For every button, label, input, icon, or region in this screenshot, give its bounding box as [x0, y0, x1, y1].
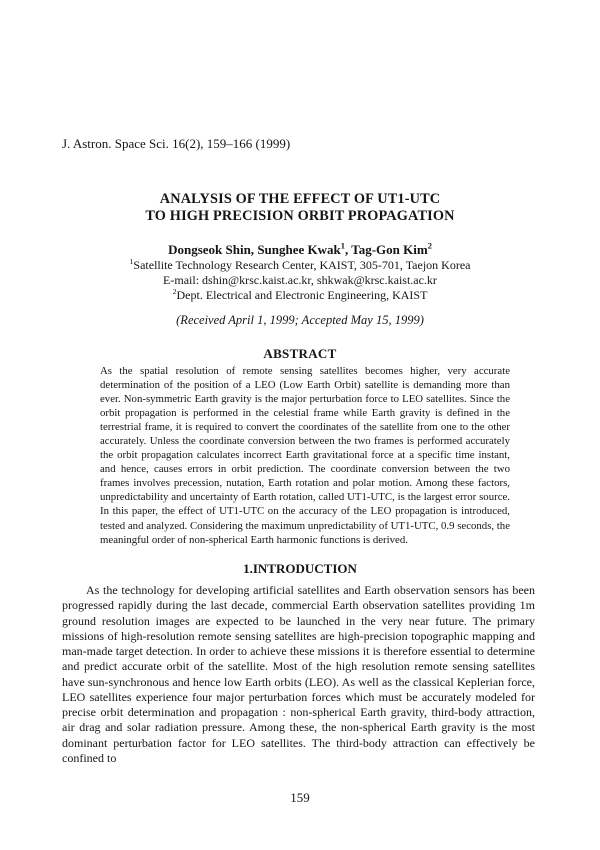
page-number: 159: [290, 790, 310, 805]
affiliation-marker: 2: [427, 240, 432, 251]
author-name: Sunghee Kwak: [257, 242, 341, 257]
affiliation-1: [0, 258, 600, 273]
affiliation-2: [0, 288, 600, 303]
abstract-heading: ABSTRACT: [263, 346, 337, 361]
author-name: Tag-Gon Kim: [351, 242, 428, 257]
section-heading-introduction: 1.INTRODUCTION: [243, 561, 357, 576]
abstract-body: As the spatial resolution of remote sensing satellites becomes higher, very accurate determination of the position of a LEO (Low Earth Orbit) satellite is demanding more than ever. Non-symmetric Earth gravity is the major perturbation force to LEO satellites. Since the orbit propagation is performed in the celestial frame while Earth gravity is defined in the terrestrial frame, it is required to convert the coordinates of the satellite from one to the other accurately. Unless the coordinate conversion between the two frames is performed accurately the orbit propagation calculates incorrect Earth gravitational force at a specific time instant, and hence, causes errors in orbit prediction. The coordinate conversion between the two frames involves precession, nutation, Earth rotation and polar motion. Among these factors, unpredictability and uncertainty of Earth rotation, called UT1-UTC, is the largest error source. In this paper, the effect of UT1-UTC on the accuracy of the LEO propagation is introduced, tested and analyzed. Considering the maximum unpredictability of UT1-UTC, 0.9 seconds, the meaningful order of non-spherical Earth harmonic functions is derived.: [100, 365, 510, 546]
affiliation-text: Satellite Technology Research Center, KAIST, 305-701, Taejon Korea: [133, 258, 471, 272]
received-dates: (Received April 1, 1999; Accepted May 15, 1999): [176, 313, 424, 327]
author-name: Dongseok Shin,: [168, 242, 258, 257]
introduction-paragraph: As the technology for developing artificial satellites and Earth observation sensors has been progressed rapidly during the last decade, commercial Earth observation satellites providing 1m ground resolution images are expected to be launched in the very near future. The primary missions of high-resolution remote sensing satellites are high-precision topographic mapping and man-made target detection. In order to achieve these missions it is therefore essential to determine and predict accurate orbit of the satellite. Most of the high resolution remote sensing satellites have sun-synchronous and hence low Earth orbits (LEO). As well as the classical Keplerian force, LEO satellites experience four major perturbation forces which must be accurately modeled for precise orbit determination and propagation : non-spherical Earth gravity, third-body attraction, air drag and solar radiation pressure. Among these, the non-spherical Earth gravity is the most dominant perturbation factor for LEO satellites. The third-body attraction can effectively be confined to: [62, 583, 535, 765]
affiliation-marker: 2: [172, 287, 177, 296]
author-separator: ,: [344, 242, 352, 257]
affiliation-marker: 1: [340, 240, 345, 251]
email-line: E-mail: dshin@krsc.kaist.ac.kr, shkwak@krsc.kaist.ac.kr: [163, 273, 437, 287]
affiliation-marker: 1: [129, 257, 134, 266]
paper-title-line-1: ANALYSIS OF THE EFFECT OF UT1-UTC: [159, 191, 441, 207]
author-list: [0, 242, 600, 258]
paper-title-line-2: TO HIGH PRECISION ORBIT PROPAGATION: [145, 208, 455, 224]
journal-reference: J. Astron. Space Sci. 16(2), 159–166 (1999): [62, 136, 291, 151]
affiliation-text: Dept. Electrical and Electronic Engineering, KAIST: [176, 288, 428, 302]
